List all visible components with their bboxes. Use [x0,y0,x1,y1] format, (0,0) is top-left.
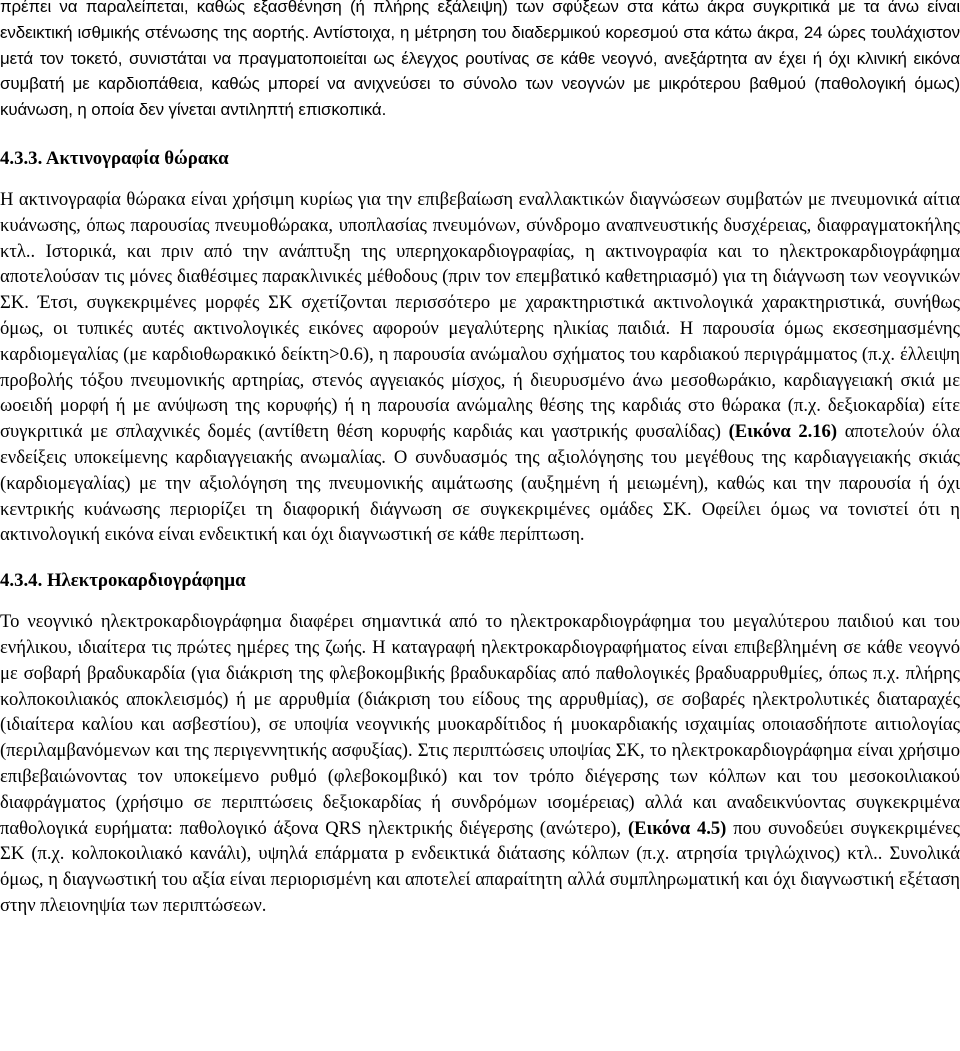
intro-paragraph [0,0,960,123]
section-heading-4-3-3: 4.3.3. Ακτινογραφία θώρακα [0,147,229,169]
section-4-3-4-text-a: Το νεογνικό ηλεκτροκαρδιογράφημα διαφέρει σημαντικά από το ηλεκτροκαρδιογράφημα του μεγαλύτερου παιδιού και του ενήλικου, ιδιαίτερα τις πρώτες ημέρες της ζωής. Η καταγραφή ηλεκτροκαρδιογραφήματος είναι επιβεβλημένη σε κάθε νεογνό με σοβαρή βραδυκαρδία (για διάκριση της φλεβοκομβικής βραδυκαρδίας από παθολογικές βραδυαρρυθμίες, όπως π.χ. πλήρης κολποκοιλιακός αποκλεισμός) ή με αρρυθμία (διάκριση του είδους της αρρυθμίας), σε σοβαρές ηλεκτρολυτικές διαταραχές (ιδιαίτερα καλίου και ασβεστίου), σε υποψία νεογνικής μυοκαρδίτιδος ή μυοκαρδιακής ισχαιμίας οποιασδήποτε αιτιολογίας (περιλαμβανόμενων και της περιγεννητικής ασφυξίας). Στις περιπτώσεις υποψίας ΣΚ, το ηλεκτροκαρδιογράφημα είναι χρήσιμο επιβεβαιώνοντας τον υποκείμενο ρυθμό (φλεβοκομβικό) και τον τρόπο διέγερσης των κόλπων και του μεσοκοιλιακού διαφράγματος (χρήσιμο σε περιπτώσεις δεξιοκαρδίας ή συνδρόμων ισομέρειας) αλλά και αναδεικνύοντας συγκεκριμένα παθολογικά ευρήματα: παθολογικό άξονα QRS ηλεκτρικής διέγερσης (ανώτερο), [0,611,960,839]
section-4-3-3-text-a: Η ακτινογραφία θώρακα είναι χρήσιμη κυρίως για την επιβεβαίωση εναλλακτικών διαγνώσεων συμβατών με πνευμονικά αίτια κυάνωσης, όπως παρουσίας πνευμοθώρακα, υποπλασίας πνευμόνων, σύνδρομο αναπνευστικής δυσχέρειας, διαφραγματοκήλης κτλ.. Ιστορικά, και πριν από την ανάπτυξη της υπερηχοκαρδιογραφίας, η ακτινογραφία και το ηλεκτροκαρδιογράφημα αποτελούσαν τις μόνες διαθέσιμες παρακλινικές μέθοδους (πριν τον επεμβατικό καθετηριασμό) για τη διάγνωση των νεογνικών ΣΚ. Έτσι, συγκεκριμένες μορφές ΣΚ σχετίζονται περισσότερο με χαρακτηριστικά ακτινολογικά χαρακτηριστικά, συνήθως όμως, οι τυπικές αυτές ακτινολογικές εικόνες αφορούν μεγαλύτερης ηλικίας παιδιά. Η παρουσία όμως εκσεσημασμένης καρδιομεγαλίας (με καρδιοθωρακικό δείκτη>0.6), η παρουσία ανώμαλου σχήματος του καρδιακού περιγράμματος (π.χ. έλλειψη προβολής τόξου πνευμονικής αρτηρίας, στενός αγγειακός μίσχος, ή διευρυσμένο άνω μεσοθωράκιο, καρδιαγγειακή σκιά με ωοειδή μορφή ή με ανύψωση της κορυφής) ή η παρουσία ανώμαλης θέσης της καρδιάς στο θώρακα (π.χ. δεξιοκαρδία) είτε συγκριτικά με σπλαχνικές δομές (αντίθετη θέση κορυφής καρδιάς και γαστρικής φυσαλίδας) [0,188,960,443]
section-4-3-4-text-b: που συνοδεύει συγκεκριμένες ΣΚ (π.χ. κολποκοιλιακό κανάλι), υψηλά επάρματα p ενδεικτικά διάτασης κόλπων (π.χ. ατρησία τριγλώχινος) κτλ.. Συνολικά όμως, η διαγνωστική του αξία είναι περιορισμένη και αποτελεί απαραίτητη αλλά συμπληρωματική και όχι διαγνωστική εξέταση στην πλειονηψία των περιπτώσεων. [0,817,960,916]
section-4-3-3-text-b: αποτελούν όλα ενδείξεις υποκείμενης καρδιαγγειακής ανωμαλίας. Ο συνδυασμός της αξιολόγησης του μεγέθους της καρδιαγγειακής σκιάς (καρδιομεγαλίας) με την αξιολόγηση της πνευμονικής αιμάτωσης (αυξημένη ή μειωμένη), καθώς και την παρουσία ή όχι κεντρικής κυάνωσης περιορίζει τη διαφορική διάγνωση σε συγκεκριμένες ομάδες ΣΚ. Οφείλει όμως να τονιστεί ότι η ακτινολογική εικόνα είναι ενδεικτική και όχι διαγνωστική σε κάθε περίπτωση. [0,421,960,546]
figure-ref-2-16: (Εικόνα 2.16) [728,421,838,443]
intro-text: πρέπει να παραλείπεται, καθώς εξασθένηση (ή πλήρης εξάλειψη) των σφύξεων στα κάτω άκρα συγκριτικά με τα άνω είναι ενδεικτική ισθμικής στένωσης της αορτής. Αντίστοιχα, η μέτρηση του διαδερμικού κορεσμού στα κάτω άκρα, 24 ώρες τουλάχιστον μετά τον τοκετό, συνιστάται να πραγματοποιείται ως έλεγχος ρουτίνας σε κάθε νεογνό, ανεξάρτητα αν έχει ή όχι κλινική εικόνα συμβατή με καρδιοπάθεια, καθώς μπορεί να ανιχνεύσει το σύνολο των νεογνών με μικρότερου βαθμού (παθολογική όμως) κυάνωση, η οποία δεν γίνεται αντιληπτή επισκοπικά. [0,0,960,120]
section-4-3-4-paragraph [0,609,960,919]
figure-ref-4-5: (Εικόνα 4.5) [627,817,727,839]
section-4-3-3-paragraph [0,187,960,548]
section-heading-4-3-4: 4.3.4. Ηλεκτροκαρδιογράφημα [0,570,246,592]
